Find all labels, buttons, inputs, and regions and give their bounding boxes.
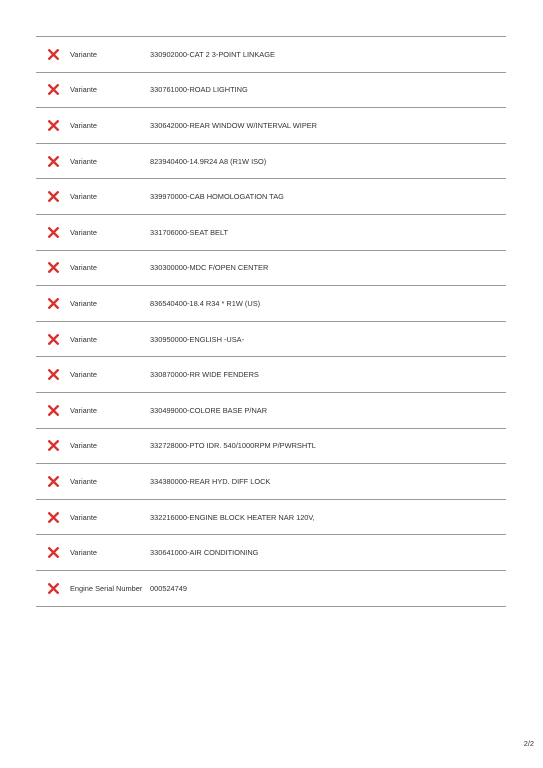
row-label: Variante [70, 227, 97, 237]
row-label: Engine Serial Number [70, 583, 143, 593]
row-value: 330641000-AIR CONDITIONING [150, 548, 259, 558]
table-row [36, 322, 506, 358]
status-cell [36, 512, 70, 523]
x-mark-icon [48, 84, 59, 95]
table-row [36, 286, 506, 322]
table-row [36, 108, 506, 144]
status-cell [36, 547, 70, 558]
status-cell [36, 191, 70, 202]
x-mark-icon [48, 440, 59, 451]
table-row [36, 144, 506, 180]
x-mark-icon [48, 262, 59, 273]
page-number: 2/2 [523, 739, 534, 748]
table-row [36, 429, 506, 465]
x-mark-icon [48, 476, 59, 487]
row-value: 331706000-SEAT BELT [150, 227, 229, 237]
row-label: Variante [70, 120, 97, 130]
status-cell [36, 227, 70, 238]
table-row [36, 73, 506, 109]
status-cell [36, 262, 70, 273]
status-cell [36, 156, 70, 167]
row-label: Variante [70, 334, 97, 344]
row-label: Variante [70, 263, 97, 273]
status-cell [36, 476, 70, 487]
variant-table [36, 36, 506, 607]
row-value: 332728000-PTO IDR. 540/1000RPM P/PWRSHTL [150, 441, 316, 451]
status-cell [36, 334, 70, 345]
x-mark-icon [48, 49, 59, 60]
x-mark-icon [48, 191, 59, 202]
status-cell [36, 298, 70, 309]
row-label: Variante [70, 441, 97, 451]
status-cell [36, 369, 70, 380]
row-value: 330761000-ROAD LIGHTING [150, 85, 248, 95]
table-row [36, 500, 506, 536]
row-label: Variante [70, 85, 97, 95]
row-label: Variante [70, 405, 97, 415]
row-value: 330950000-ENGLISH -USA- [150, 334, 245, 344]
x-mark-icon [48, 369, 59, 380]
row-value: 823940400-14.9R24 A8 (R1W ISO) [150, 156, 267, 166]
status-cell [36, 49, 70, 60]
row-value: 330300000-MDC F/OPEN CENTER [150, 263, 269, 273]
row-value: 334380000-REAR HYD. DIFF LOCK [150, 476, 271, 486]
row-label: Variante [70, 548, 97, 558]
x-mark-icon [48, 298, 59, 309]
x-mark-icon [48, 156, 59, 167]
x-mark-icon [48, 120, 59, 131]
status-cell [36, 84, 70, 95]
status-cell [36, 583, 70, 594]
x-mark-icon [48, 227, 59, 238]
row-value: 836540400-18.4 R34 * R1W (US) [150, 298, 261, 308]
row-label: Variante [70, 156, 97, 166]
row-label: Variante [70, 49, 97, 59]
table-row [36, 179, 506, 215]
table-row [36, 251, 506, 287]
row-value: 330902000-CAT 2 3-POINT LINKAGE [150, 49, 275, 59]
x-mark-icon [48, 583, 59, 594]
row-value: 000524749 [150, 583, 187, 593]
table-row [36, 571, 506, 607]
row-value: 330499000-COLORE BASE P/NAR [150, 405, 268, 415]
x-mark-icon [48, 512, 59, 523]
row-value: 330870000-RR WIDE FENDERS [150, 370, 259, 380]
row-value: 339970000-CAB HOMOLOGATION TAG [150, 192, 284, 202]
status-cell [36, 120, 70, 131]
x-mark-icon [48, 334, 59, 345]
table-row [36, 37, 506, 73]
x-mark-icon [48, 547, 59, 558]
row-value: 332216000-ENGINE BLOCK HEATER NAR 120V, [150, 512, 315, 522]
table-row [36, 357, 506, 393]
row-label: Variante [70, 298, 97, 308]
table-row [36, 535, 506, 571]
row-label: Variante [70, 512, 97, 522]
table-row [36, 464, 506, 500]
status-cell [36, 405, 70, 416]
row-label: Variante [70, 192, 97, 202]
x-mark-icon [48, 405, 59, 416]
row-value: 330642000-REAR WINDOW W/INTERVAL WIPER [150, 120, 318, 130]
row-label: Variante [70, 370, 97, 380]
table-row [36, 215, 506, 251]
row-label: Variante [70, 476, 97, 486]
table-row [36, 393, 506, 429]
status-cell [36, 440, 70, 451]
